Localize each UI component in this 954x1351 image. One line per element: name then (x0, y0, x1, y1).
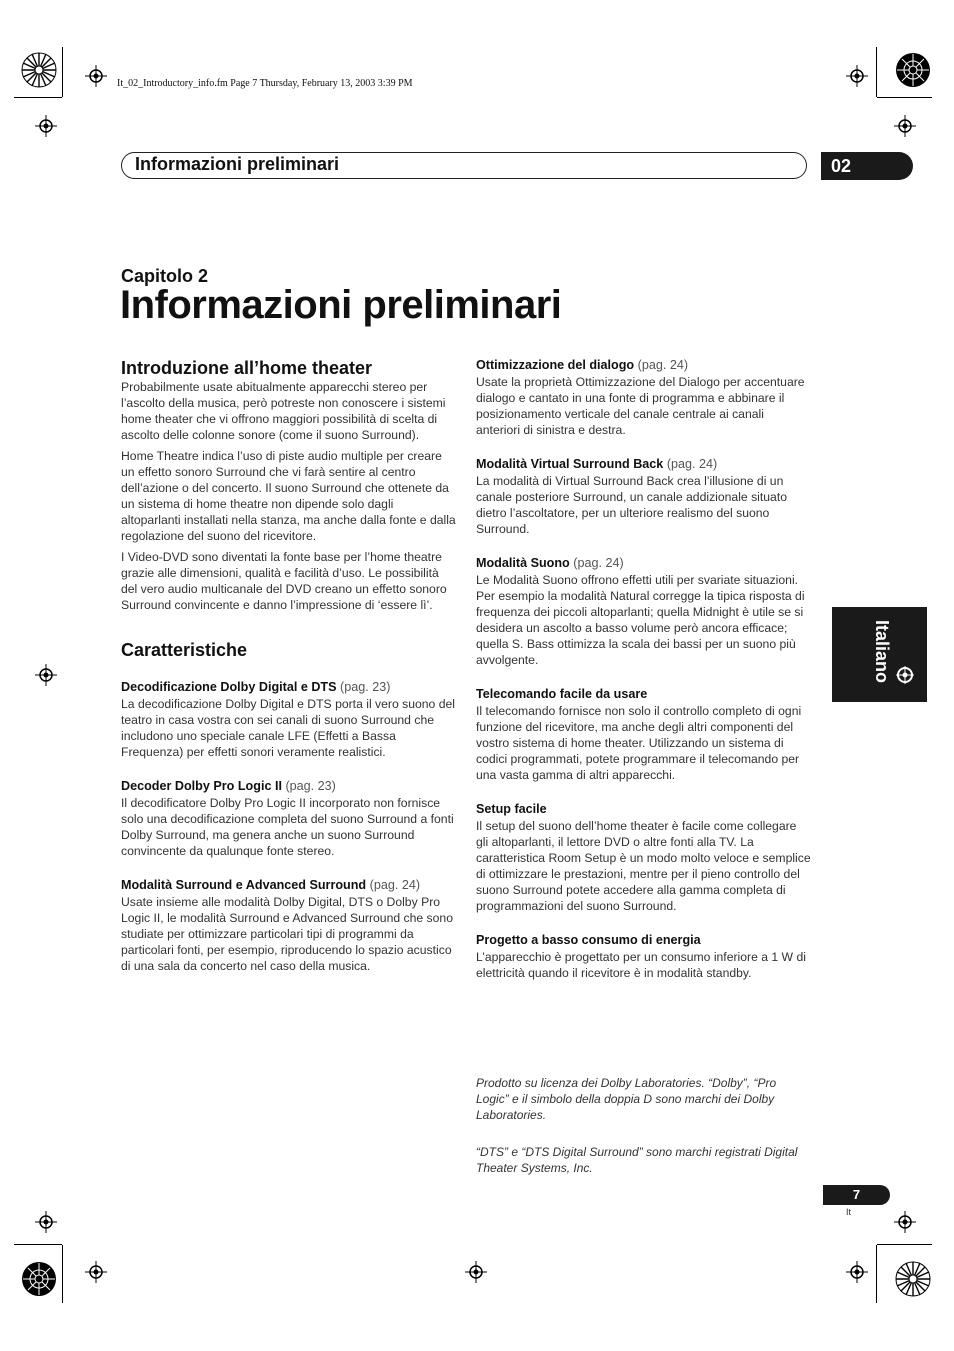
feature-text: Usate insieme alle modalità Dolby Digital, DTS o Dolby Pro Logic II, le modalità Surround e Advanced Surround che sono studiate per ottimizzare particolari tipi di programmi da particolari fonti, per esempio, riproducendo lo spazio acustico di una sala da concerto nel caso della musica. (121, 895, 453, 973)
feature-text: La decodificazione Dolby Digital e DTS porta il vero suono del teatro in casa vostra con sei canali di suono Surround che includono uno speciale canale LFE (Effetti a Bassa Frequenza) per effetti sonori veramente realistici. (121, 697, 455, 759)
registration-mark-icon (846, 65, 868, 87)
feature-title: Decodificazione Dolby Digital e DTS (121, 680, 337, 694)
feature-title: Modalità Suono (476, 556, 570, 570)
page-ref: (pag. 23) (340, 680, 391, 694)
feature-text: Il decodificatore Dolby Pro Logic II incorporato non fornisce solo una decodificazione completa del suono Surround a fonti Dolby Surround, ma genera anche un suono Surround convincente da qualunque fonte stereo. (121, 796, 454, 858)
feature-item (121, 679, 456, 760)
running-header-title: Informazioni preliminari (135, 154, 340, 174)
registration-mark-icon (894, 115, 916, 137)
registration-mark-icon (465, 1261, 487, 1283)
feature-title: Modalità Virtual Surround Back (476, 457, 664, 471)
features-heading: Caratteristiche (121, 640, 248, 660)
feature-title: Progetto a basso consumo di energia (476, 933, 701, 947)
page-ref: (pag. 23) (285, 779, 336, 793)
registration-mark-icon (896, 666, 914, 684)
intro-paragraph: Probabilmente usate abitualmente apparecchi stereo per l’ascolto della musica, però potreste non conoscere i sistemi home theater che vi offrono maggiori possibilità di scelta di ascolto delle colonne sonore (come il suono Surround). (121, 380, 446, 442)
feature-text: L’apparecchio è progettato per un consumo inferiore a 1 W di elettricità quando il ricevitore è in modalità standby. (476, 950, 806, 980)
intro-heading: Introduzione all’home theater (121, 358, 373, 378)
chapter-number-badge: 02 (821, 152, 913, 180)
left-column (121, 357, 456, 974)
sunburst-mark-icon (895, 1261, 931, 1297)
feature-title: Setup facile (476, 802, 547, 816)
feature-title: Decoder Dolby Pro Logic II (121, 779, 282, 793)
page-ref: (pag. 24) (666, 457, 718, 471)
feature-item (476, 932, 811, 981)
sunburst-mark-icon (21, 52, 57, 88)
file-info: It_02_Introductory_info.fm Page 7 Thursday, February 13, 2003 3:39 PM (117, 78, 413, 89)
feature-item (121, 877, 456, 974)
registration-mark-icon (894, 1211, 916, 1233)
page-ref: (pag. 24) (637, 358, 689, 372)
feature-text: Le Modalità Suono offrono effetti utili per svariate situazioni. Per esempio la modalità Natural corregge la tipica risposta di frequenza dei piccoli altoparlanti; quella Midnight è utile se si desidera un ascolto a basso volume però ancora efficace; quella S. Bass ottimizza la scala dei bassi per un suono più avvolgente. (476, 573, 805, 667)
feature-text: La modalità di Virtual Surround Back crea l’illusione di un canale posteriore Surround, un canale addizionale situato dietro l’ascoltatore, per un ulteriore realismo del suono Surround. (476, 474, 787, 536)
page-ref: (pag. 24) (573, 556, 624, 570)
intro-paragraph: Home Theatre indica l’uso di piste audio multiple per creare un effetto sonoro Surround che vi farà sentire al centro dell’azione o del concerto. Il suono Surround che ottenete da un sistema di home theatre non dipende solo dagli altoparlanti installati nella stanza, ma anche dalla fonte e dalla regolazione del suono del ricevitore. (121, 449, 456, 543)
feature-text: Il telecomando fornisce non solo il controllo completo di ogni funzione del ricevitore, ma anche degli altri componenti del vostro sistema di home theater. Utilizzando un sistema di codici programmati, potete programmare il telecomando per una vasta gamma di altri apparecchi. (476, 704, 802, 782)
registration-mark-icon (85, 1261, 107, 1283)
trademark-note: Prodotto su licenza dei Dolby Laboratories. “Dolby”, “Pro Logic” e il simbolo della doppia D sono marchi dei Dolby Laboratories. (476, 1076, 777, 1122)
registration-mark-icon (35, 115, 57, 137)
trademark-note: “DTS” e “DTS Digital Surround” sono marchi registrati Digital Theater Systems, Inc. (476, 1145, 798, 1175)
sunburst-mark-icon (21, 1261, 57, 1297)
page-ref: (pag. 24) (369, 878, 421, 892)
registration-mark-icon (846, 1261, 868, 1283)
feature-item (476, 555, 811, 668)
sunburst-mark-icon (895, 52, 931, 88)
registration-mark-icon (85, 65, 107, 87)
feature-text: Il setup del suono dell’home theater è facile come collegare gli altoparlanti, il lettore DVD o altre fonti alla TV. La caratteristica Room Setup è un modo molto veloce e semplice di ottimizzare le prestazioni, mentre per il pieno controllo del suono Surround potete accedere alla gamma completa di programmazioni del suono Surround. (476, 819, 811, 913)
feature-item (121, 778, 456, 859)
chapter-label: Capitolo 2 (121, 266, 209, 286)
feature-text: Usate la proprietà Ottimizzazione del Dialogo per accentuare dialogo e cantato in una fonte di programma e abbinare il posizionamento verticale del canale centrale ai canali anteriori di sinistra e destra. (476, 375, 805, 437)
feature-item (476, 357, 811, 438)
feature-title: Telecomando facile da usare (476, 687, 648, 701)
page-number: 7 (823, 1185, 890, 1205)
language-tab-label: Italiano (872, 620, 892, 684)
registration-mark-icon (35, 664, 57, 686)
registration-mark-icon (35, 1211, 57, 1233)
language-code: It (846, 1207, 852, 1217)
page-title: Informazioni preliminari (120, 283, 562, 327)
trademark-notes (476, 1075, 811, 1176)
feature-item (476, 801, 811, 914)
right-column (476, 357, 811, 981)
feature-title: Modalità Surround e Advanced Surround (121, 878, 367, 892)
feature-item (476, 686, 811, 783)
intro-paragraph: I Video-DVD sono diventati la fonte base per l’home theatre grazie alle dimensioni, qualità e facilità d’uso. Le possibilità del vero audio multicanale del DVD creano un effetto sonoro Surround convincente e danno l’impressione di ‘essere lì’. (121, 550, 447, 612)
feature-item (476, 456, 811, 537)
feature-title: Ottimizzazione del dialogo (476, 358, 635, 372)
